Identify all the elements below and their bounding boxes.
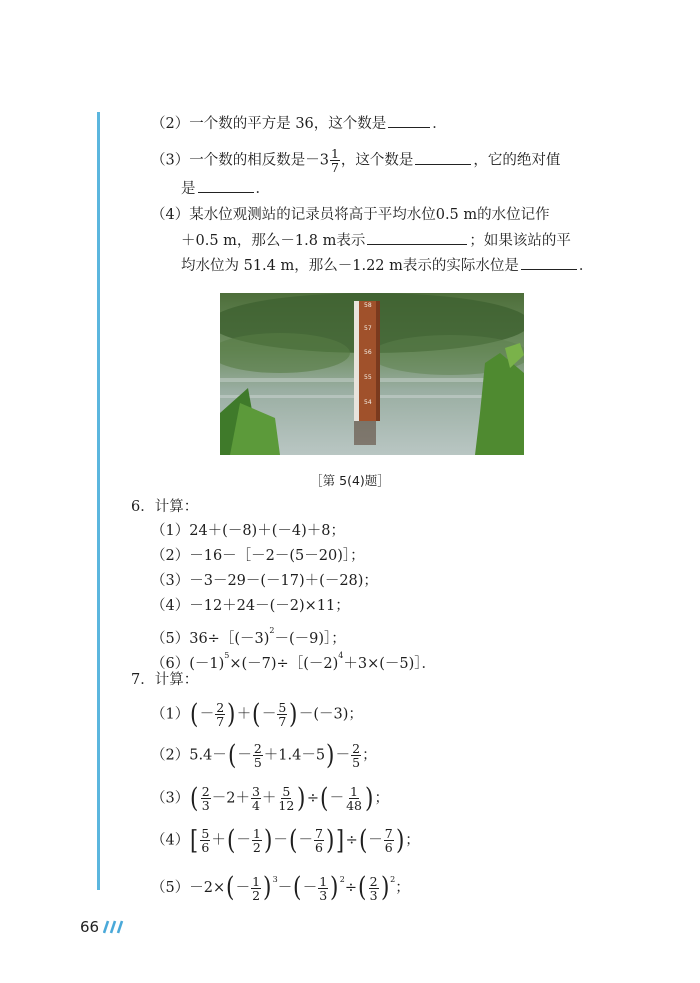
p6-heading: 6．计算：: [131, 499, 199, 515]
p7-item: （1）(－ $\frac{2}{7}$ )＋(－ $\frac{5}{7}$ )－(－3)；: [151, 698, 363, 730]
p7-heading: 7．计算：: [131, 672, 199, 688]
gauge-mark: 55: [364, 374, 372, 381]
p7-item: （2）5.4－(－ $\frac{2}{5}$ ＋1.4－5)－ $\frac{2}{5}$ ；: [151, 739, 377, 771]
figure-caption: ［第 5(4)题］: [310, 473, 390, 488]
p7-item: （4）[ $\frac{5}{6}$ ＋(－ $\frac{1}{2}$ )－(－ $\frac{7}{6}$ )]÷(－ $\frac{7}{6}$ )；: [151, 824, 420, 856]
answer-blank[interactable]: [367, 230, 467, 245]
p5-item-4-line1: （4）某水位观测站的记录员将高于平均水位0.5 m的水位记作: [151, 207, 550, 223]
page-number: 66: [80, 918, 100, 936]
margin-accent-bar: [97, 112, 100, 890]
p6-item: $(6)(-1)^5\times(-7)\div[(-2)^4+3\times(-5)]$．: [151, 651, 437, 672]
p5-item-2: （2）一个数的平方是 36，这个数是 ．: [151, 113, 447, 134]
p7-item: （3）( $\frac{2}{3}$ －2＋ $\frac{3}{4}$ ＋ $\frac{5}{12}$ )÷(－ $\frac{1}{48}$ )；: [151, 782, 390, 814]
p6-item: （3）－3－29－(－17)＋(－28)；: [151, 573, 378, 589]
p5-item-3: （3）一个数的相反数是－3 $\frac{1}{7}$ ，这个数是 ，它的绝对值: [151, 146, 561, 175]
p6-item: （1）24＋(－8)＋(－4)＋8；: [151, 523, 345, 539]
p5-item-3-cont: 是 ．: [181, 178, 270, 199]
gauge-mark: 54: [364, 399, 372, 406]
p7-item: （5）－2×(－ $\frac{1}{2}$ )$^3$－(－ $\frac{1}{3}$ )$^2$÷( $\frac{2}{3}$ )$^2$；: [151, 872, 410, 903]
water-gauge-photo: [220, 293, 524, 455]
p5-item-4-line2: ＋0.5 m，那么－1.8 m表示 ；如果该站的平: [181, 230, 571, 251]
p6-item: （2）－16－［－2－(5－20)］；: [151, 548, 365, 564]
answer-blank[interactable]: [521, 255, 577, 270]
p5-item-4-line3: 均水位为 51.4 m，那么－1.22 m表示的实际水位是 ．: [181, 255, 593, 276]
p6-item: （4）－12＋24－(－2)×11；: [151, 598, 350, 614]
gauge-mark: 58: [364, 302, 372, 309]
answer-blank[interactable]: [388, 113, 430, 128]
gauge-mark: 56: [364, 349, 372, 356]
gauge-mark: 57: [364, 325, 372, 332]
answer-blank[interactable]: [415, 150, 471, 165]
answer-blank[interactable]: [198, 178, 254, 193]
decorative-slashes-icon: [103, 919, 127, 935]
p6-item: $(5)36\div[(-3)^2-(-9)]$；: [151, 626, 346, 647]
